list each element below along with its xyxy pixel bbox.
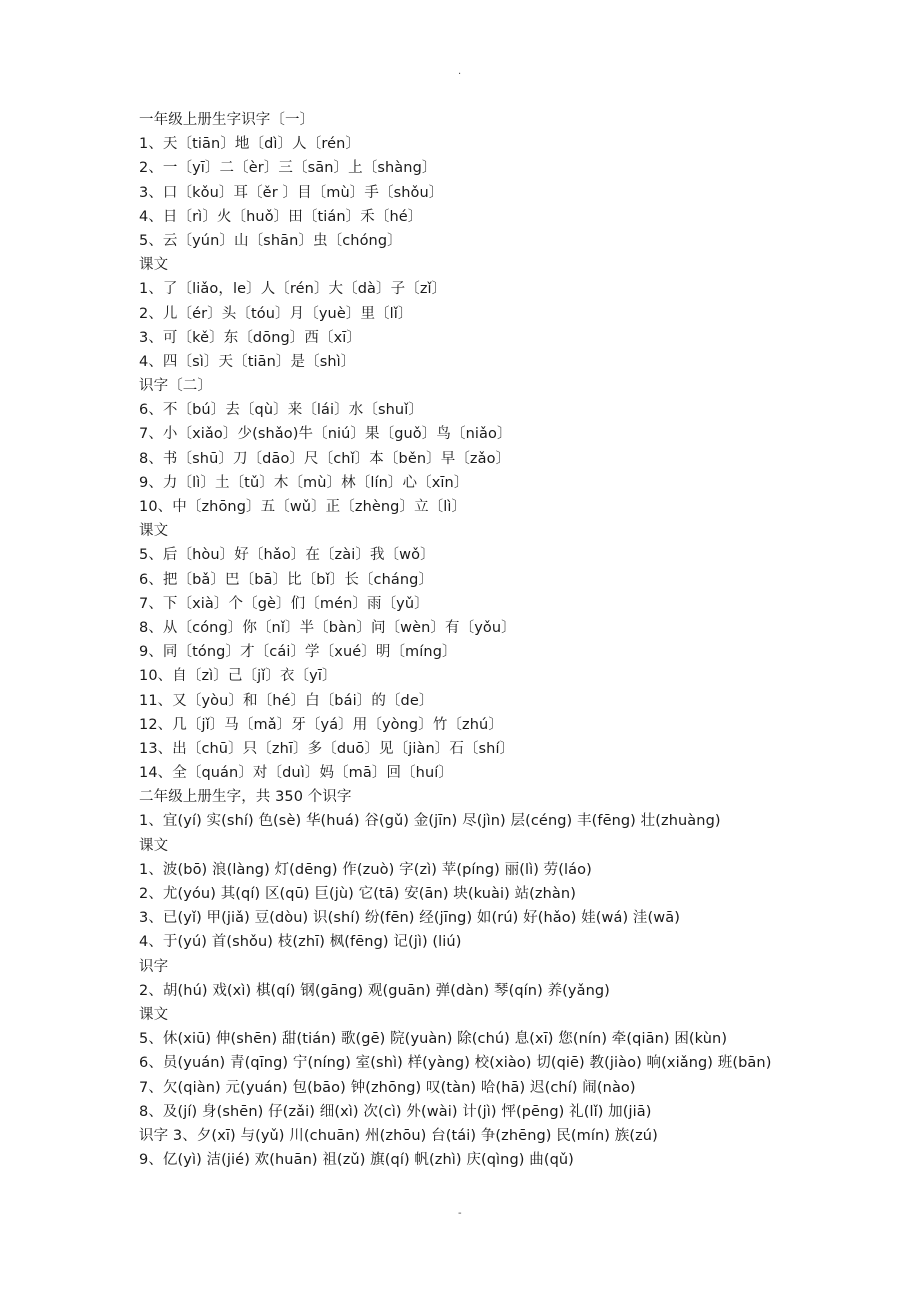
list-item: 5、休(xiū) 伸(shēn) 甜(tián) 歌(gē) 院(yuàn) 除(chú) 息(xī) 您(nín) 牵(qiān) 困(kùn) [139,1031,728,1048]
list-item: 1、波(bō) 浪(làng) 灯(dēng) 作(zuò) 字(zì) 苹(píng) 丽(lì) 劳(láo) [139,861,592,878]
list-item: 4、于(yú) 首(shǒu) 枝(zhī) 枫(fēng) 记(jì) (liú) [139,934,462,951]
list-item: 8、从〔cóng〕你〔nǐ〕半〔bàn〕问〔wèn〕有〔yǒu〕 [139,619,516,636]
list-item: 6、不〔bú〕去〔qù〕来〔lái〕水〔shuǐ〕 [139,402,423,419]
section-heading: 课文 [139,1006,169,1023]
document-body [139,108,839,1172]
section-heading: 二年级上册生字，共 350 个识字 [139,789,352,806]
list-item: 2、儿〔ér〕头〔tóu〕月〔yuè〕里〔lǐ〕 [139,305,413,322]
list-item: 14、全〔quán〕对〔duì〕妈〔mā〕回〔huí〕 [139,765,453,782]
list-item: 2、胡(hú) 戏(xì) 棋(qí) 钢(gāng) 观(guān) 弹(dàn) 琴(qín) 养(yǎng) [139,982,610,999]
footer-mark: - [458,1208,462,1219]
list-item: 4、日〔rì〕火〔huǒ〕田〔tián〕禾〔hé〕 [139,208,423,225]
list-item: 1、宜(yí) 实(shí) 色(sè) 华(huá) 谷(gǔ) 金(jīn) 尽(jìn) 层(céng) 丰(fēng) 壮(zhuàng) [139,813,721,830]
list-item: 3、已(yǐ) 甲(jiǎ) 豆(dòu) 识(shí) 纷(fēn) 经(jīng) 如(rú) 好(hǎo) 娃(wá) 洼(wā) [139,910,680,927]
list-item: 7、欠(qiàn) 元(yuán) 包(bāo) 钟(zhōng) 叹(tàn) 哈(hā) 迟(chí) 闹(nào) [139,1079,636,1096]
header-mark: . [458,66,462,77]
list-item: 7、小〔xiǎo〕少(shǎo)牛〔niú〕果〔guǒ〕鸟〔niǎo〕 [139,426,512,443]
list-item: 1、了〔liǎo，le〕人〔rén〕大〔dà〕子〔zǐ〕 [139,281,447,298]
section-heading: 识字 [139,958,169,975]
list-item: 13、出〔chū〕只〔zhī〕多〔duō〕见〔jiàn〕石〔shí〕 [139,740,515,757]
list-item: 8、书〔shū〕刀〔dāo〕尺〔chǐ〕本〔běn〕早〔zǎo〕 [139,450,511,467]
list-item: 3、可〔kě〕东〔dōng〕西〔xī〕 [139,329,362,346]
list-item: 3、口〔kǒu〕耳〔ěr 〕目〔mù〕手〔shǒu〕 [139,184,444,201]
section-heading: 课文 [139,837,169,854]
section-heading: 识字〔二〕 [139,378,212,395]
list-item: 12、几〔jǐ〕马〔mǎ〕牙〔yá〕用〔yòng〕竹〔zhú〕 [139,716,503,733]
list-item: 1、天〔tiān〕地〔dì〕人〔rén〕 [139,136,360,153]
list-item: 5、云〔yún〕山〔shān〕虫〔chóng〕 [139,232,402,249]
list-item: 5、后〔hòu〕好〔hǎo〕在〔zài〕我〔wǒ〕 [139,547,435,564]
list-item: 4、四〔sì〕天〔tiān〕是〔shì〕 [139,353,356,370]
list-item: 6、员(yuán) 青(qīng) 宁(níng) 室(shì) 样(yàng) 校(xiào) 切(qiē) 教(jiào) 响(xiǎng) 班(bān) [139,1055,772,1072]
section-heading: 课文 [139,257,169,274]
list-item: 2、一〔yī〕二〔èr〕三〔sān〕上〔shàng〕 [139,160,437,177]
list-item: 10、自〔zì〕己〔jǐ〕衣〔yī〕 [139,668,337,685]
list-item: 10、中〔zhōng〕五〔wǔ〕正〔zhèng〕立〔lì〕 [139,499,467,515]
section-heading: 课文 [139,523,169,540]
list-item: 9、力〔lì〕土〔tǔ〕木〔mù〕林〔lín〕心〔xīn〕 [139,474,469,491]
section-heading: 一年级上册生字识字〔一〕 [139,112,315,128]
list-item: 9、亿(yì) 洁(jié) 欢(huān) 祖(zǔ) 旗(qí) 帆(zhì) 庆(qìng) 曲(qǔ) [139,1152,574,1169]
list-item: 9、同〔tóng〕才〔cái〕学〔xué〕明〔míng〕 [139,644,457,661]
list-item: 8、及(jí) 身(shēn) 仔(zǎi) 细(xì) 次(cì) 外(wài) 计(jì) 怦(pēng) 礼(lǐ) 加(jiā) [139,1103,652,1120]
list-item: 7、下〔xià〕个〔gè〕们〔mén〕雨〔yǔ〕 [139,595,429,612]
list-item: 6、把〔bǎ〕巴〔bā〕比〔bǐ〕长〔cháng〕 [139,571,434,588]
list-item: 识字 3、夕(xī) 与(yǔ) 川(chuān) 州(zhōu) 台(tái) 争(zhēng) 民(mín) 族(zú) [139,1127,658,1144]
list-item: 2、尤(yóu) 其(qí) 区(qū) 巨(jù) 它(tā) 安(ān) 块(kuài) 站(zhàn) [139,886,576,902]
list-item: 11、又〔yòu〕和〔hé〕白〔bái〕的〔de〕 [139,692,434,709]
